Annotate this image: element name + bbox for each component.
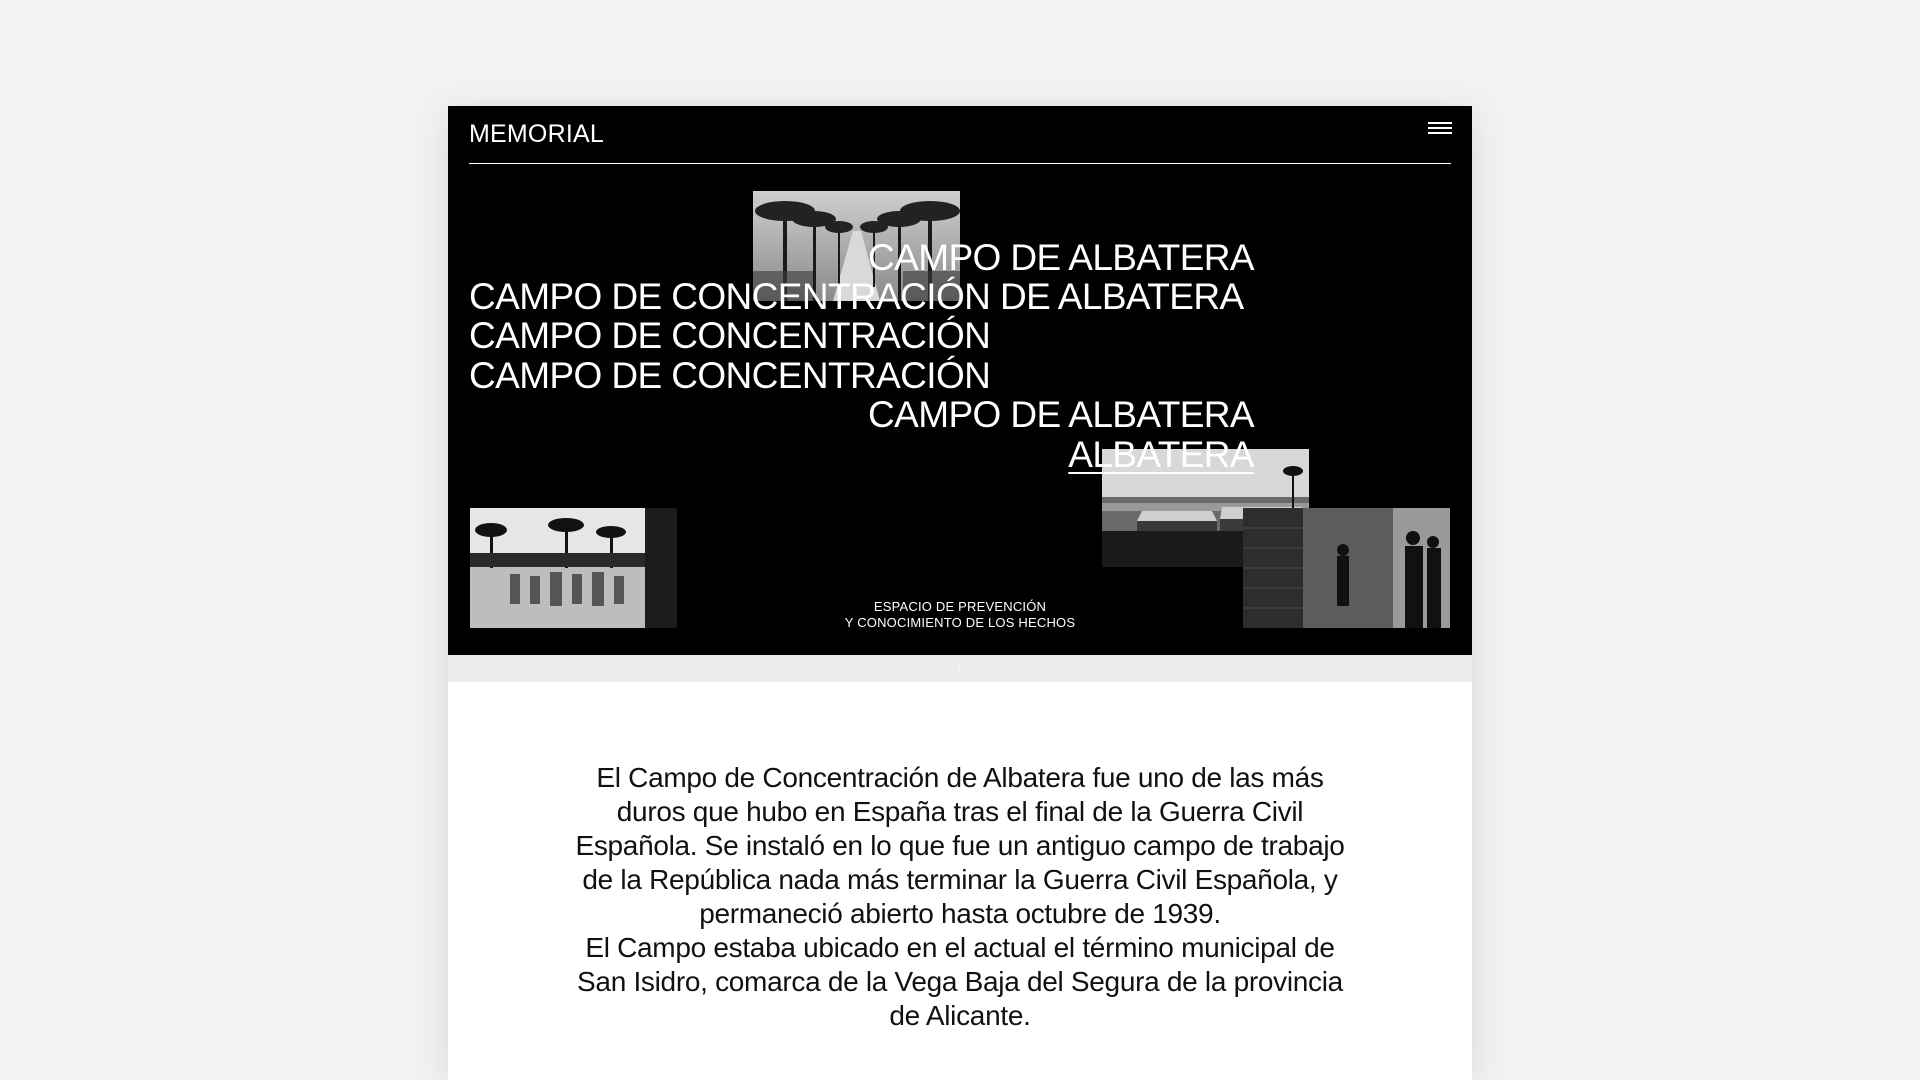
header-divider <box>469 163 1451 164</box>
site-logo[interactable]: MEMORIAL <box>469 120 604 148</box>
browser-frame <box>448 106 1472 1080</box>
tagline-line-1: ESPACIO DE PREVENCIÓN <box>873 599 1047 614</box>
hero-tagline <box>760 599 1160 631</box>
intro-paragraph-2: El Campo estaba ubicado en el actual el término municipal de San Isidro, comarca de la Vega Baja del Segura de la provincia de Alicante. <box>577 932 1343 1031</box>
hero-title-line-4: CAMPO DE CONCENTRACIÓN <box>469 355 991 396</box>
intro-text <box>560 761 1360 1033</box>
hero-title-link-albatera[interactable]: ALBATERA <box>1068 434 1254 475</box>
hero-title-line-2: CAMPO DE CONCENTRACIÓN DE ALBATERA <box>469 276 1244 317</box>
arrow-down-icon[interactable]: ↓ <box>957 658 963 672</box>
intro-paragraph-1: El Campo de Concentración de Albatera fue uno de las más duros que hubo en España tras el final de la Guerra Civil Española. Se instaló en lo que fue un antiguo campo de trabajo de la República nada más terminar la Guerra Civil Española, y permaneció abierto hasta octubre de 1939. <box>575 762 1345 929</box>
hero-title-line-1: CAMPO DE ALBATERA <box>868 237 1254 278</box>
hero-title-line-5: CAMPO DE ALBATERA <box>868 394 1254 435</box>
menu-button[interactable] <box>1428 122 1452 138</box>
hero-section <box>448 106 1472 655</box>
photo-cemetery <box>470 508 677 628</box>
hamburger-icon <box>1428 122 1452 134</box>
hero-title-line-3: CAMPO DE CONCENTRACIÓN <box>469 315 991 356</box>
scroll-strip <box>448 655 1472 682</box>
tagline-line-2: Y CONOCIMIENTO DE LOS HECHOS <box>844 615 1076 630</box>
photo-people-at-wall <box>1243 508 1450 628</box>
